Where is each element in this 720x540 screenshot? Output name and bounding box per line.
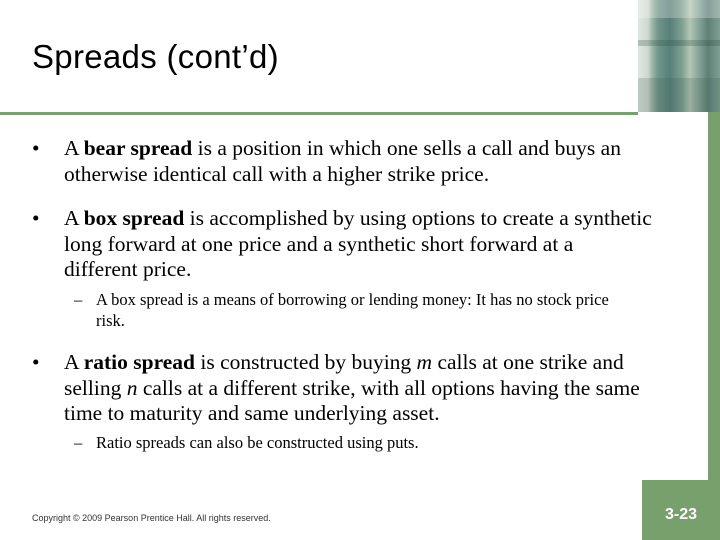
slide-title: Spreads (cont’d) (32, 38, 279, 75)
variable-n: n (126, 375, 138, 400)
bullet-marker: • (32, 206, 40, 230)
slide-number: 3-23 (664, 506, 698, 523)
sub-bullet-text: A box spread is a means of borrowing or lending money: It has no stock price risk. (96, 290, 609, 330)
bullet-box-spread (32, 206, 652, 283)
bullet-text: A ratio spread is constructed by buying m calls at one strike and selling n calls at a different strike, with all options having the same time to maturity and same underlying asset. (64, 350, 640, 425)
sub-bullet-text: Ratio spreads can also be constructed using puts. (96, 433, 419, 452)
bullet-text: A box spread is accomplished by using options to create a synthetic long forward at one price and a synthetic short forward at a different price. (64, 206, 652, 281)
sub-bullet-marker: – (74, 433, 83, 452)
copyright-notice: Copyright © 2009 Pearson Prentice Hall. All rights reserved. (32, 513, 271, 523)
variable-m: m (416, 350, 433, 374)
bullet-marker: • (32, 350, 40, 374)
term-bear-spread: bear spread (83, 136, 193, 160)
bullet-marker: • (32, 136, 40, 160)
bullet-bear-spread (32, 136, 652, 187)
term-box-spread: box spread (83, 206, 185, 230)
sub-bullet-box-spread (74, 289, 634, 331)
slide-number-badge (642, 480, 720, 540)
bullet-ratio-spread (32, 350, 652, 427)
bullet-text: A bear spread is a position in which one sells a call and buys an otherwise identical call with a higher strike price. (64, 136, 621, 186)
term-ratio-spread: ratio spread (83, 350, 195, 374)
sub-bullet-ratio-spread (74, 432, 634, 453)
sub-bullet-marker: – (74, 290, 83, 309)
